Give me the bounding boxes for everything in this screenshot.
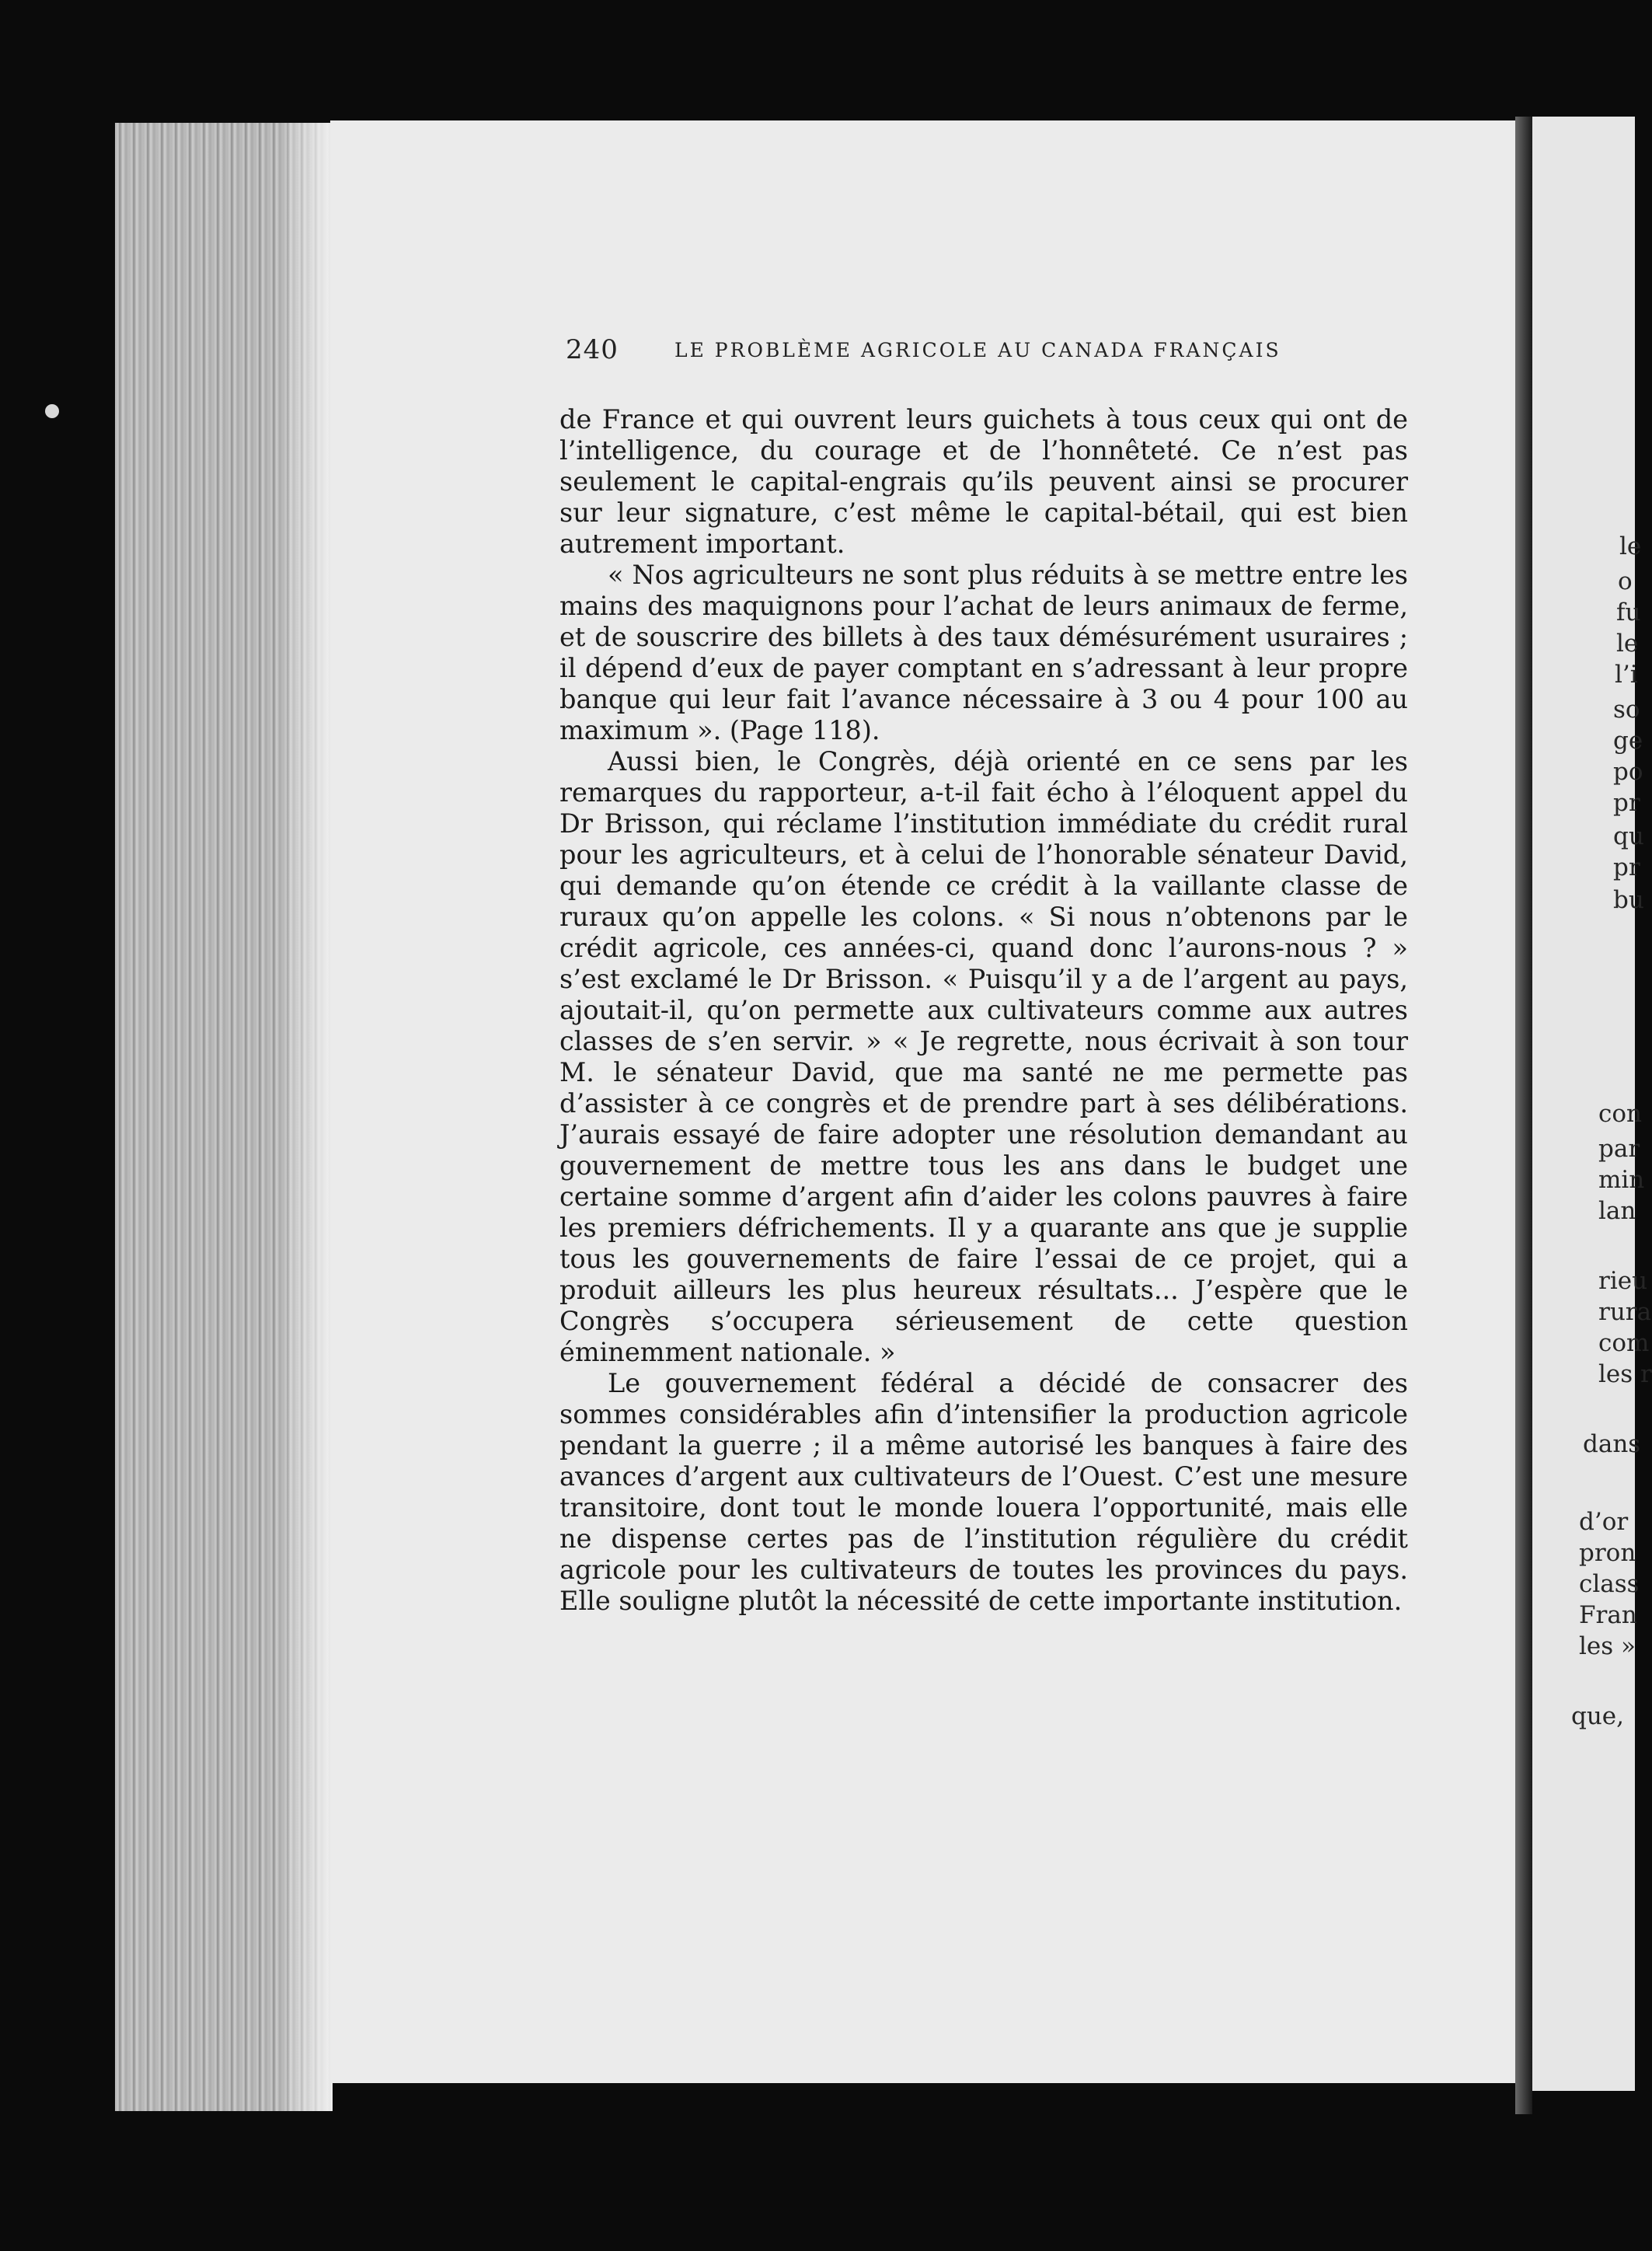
- facing-page-fragment: qu: [1613, 822, 1644, 850]
- facing-page-fragment: fu: [1616, 599, 1641, 626]
- running-head: LE PROBLÈME AGRICOLE AU CANADA FRANÇAIS: [674, 339, 1281, 361]
- page-number: 240: [566, 334, 619, 365]
- facing-page-fragment: rura: [1598, 1298, 1652, 1326]
- paragraph: « Nos agriculteurs ne sont plus réduits à se mettre entre les mains des maquignons pour l’achat de leurs animaux de ferme, et de souscrire des billets à des taux démésurément usuraires ; il dépend d’eux de payer comptant en s’adressant à leur propre banque qui leur fait l’avance nécessaire à 3 ou 4 pour 100 au maximum ». (Page 118).: [559, 560, 1408, 745]
- paragraph: Aussi bien, le Congrès, déjà orienté en ce sens par les remarques du rapporteur, a-t-il fait écho à l’éloquent appel du Dr Brisson, qui réclame l’institution immédiate du crédit rural pour les agriculteurs, et à celui de l’honorable sénateur David, qui demande qu’on étende ce crédit à la vaillante classe de ruraux qu’on appelle les colons. « Si nous n’obtenons par le crédit agricole, ces années-ci, quand donc l’aurons-nous ? » s’est exclamé le Dr Brisson. « Puisqu’il y a de l’argent au pays, ajoutait-il, qu’on permette aux cultivateurs comme aux autres classes de s’en servir. » « Je regrette, nous écrivait à son tour M. le sénateur David, que ma santé ne me permette pas d’assister à ce congrès et de prendre part à ses délibérations. J’aurais essayé de faire adopter une résolution demandant au gouvernement de mettre tous les ans dans le budget une certaine somme d’argent afin d’aider les colons pauvres à faire les premiers défrichements. Il y a quarante ans que je supplie tous les gouvernements de faire l’essai de ce projet, qui a produit ailleurs les plus heureux résultats... J’espère que le Congrès s’occupera sérieusement de cette question éminemment nationale. »: [559, 746, 1408, 1367]
- facing-page-fragment: pron: [1579, 1539, 1636, 1567]
- facing-page-fragment: le: [1616, 630, 1639, 658]
- facing-page-fragment: class: [1579, 1570, 1640, 1598]
- facing-page-fragment: dans: [1583, 1430, 1641, 1458]
- book-gutter: [1515, 117, 1532, 2114]
- facing-page-fragment: rieu: [1598, 1267, 1648, 1295]
- facing-page-fragment: les r: [1598, 1360, 1652, 1388]
- facing-page-fragment: pr: [1613, 789, 1640, 817]
- facing-page-fragment: d’or: [1579, 1508, 1629, 1536]
- facing-page-fragment: par: [1598, 1135, 1640, 1163]
- facing-page-fragment: min: [1598, 1166, 1645, 1194]
- facing-page-fragment: bu: [1613, 886, 1644, 914]
- scan-speck: [45, 404, 59, 418]
- facing-page-fragment: les »: [1579, 1632, 1636, 1660]
- facing-page-fragment: pr: [1613, 853, 1640, 881]
- facing-page-fragment: o: [1618, 567, 1633, 595]
- facing-page-fragment: que,: [1571, 1702, 1625, 1730]
- paragraph: Le gouvernement fédéral a décidé de consacrer des sommes considérables afin d’intensifier la production agricole pendant la guerre ; il a même autorisé les banques à faire des avances d’argent aux cultivateurs de l’Ouest. C’est une mesure transitoire, dont tout le monde louera l’opportunité, mais elle ne dispense certes pas de l’institution régulière du crédit agricole pour les cultivateurs de toutes les provinces du pays. Elle souligne plutôt la nécessité de cette importante institution.: [559, 1368, 1408, 1616]
- paragraph: de France et qui ouvrent leurs guichets à tous ceux qui ont de l’intelligence, du courage et de l’honnêteté. Ce n’est pas seulement le capital-engrais qu’ils peuvent ainsi se procurer sur leur signature, c’est même le capital-bétail, qui est bien autrement important.: [559, 404, 1408, 559]
- facing-page-fragment: Fran: [1579, 1601, 1637, 1629]
- facing-page-fragment: ge: [1613, 727, 1643, 755]
- facing-page-fragment: le: [1619, 532, 1642, 560]
- facing-page-fragment: com: [1598, 1329, 1650, 1357]
- book-page-edges: [115, 123, 333, 2111]
- facing-page-fragment: l’i: [1615, 661, 1638, 689]
- facing-page-fragment: so: [1613, 696, 1640, 724]
- facing-page-fragment: con: [1598, 1100, 1642, 1128]
- facing-page: [1532, 117, 1652, 2091]
- facing-page-fragment: lan: [1598, 1197, 1636, 1225]
- body-text: [559, 404, 1408, 1617]
- facing-page-fragment: po: [1613, 758, 1643, 786]
